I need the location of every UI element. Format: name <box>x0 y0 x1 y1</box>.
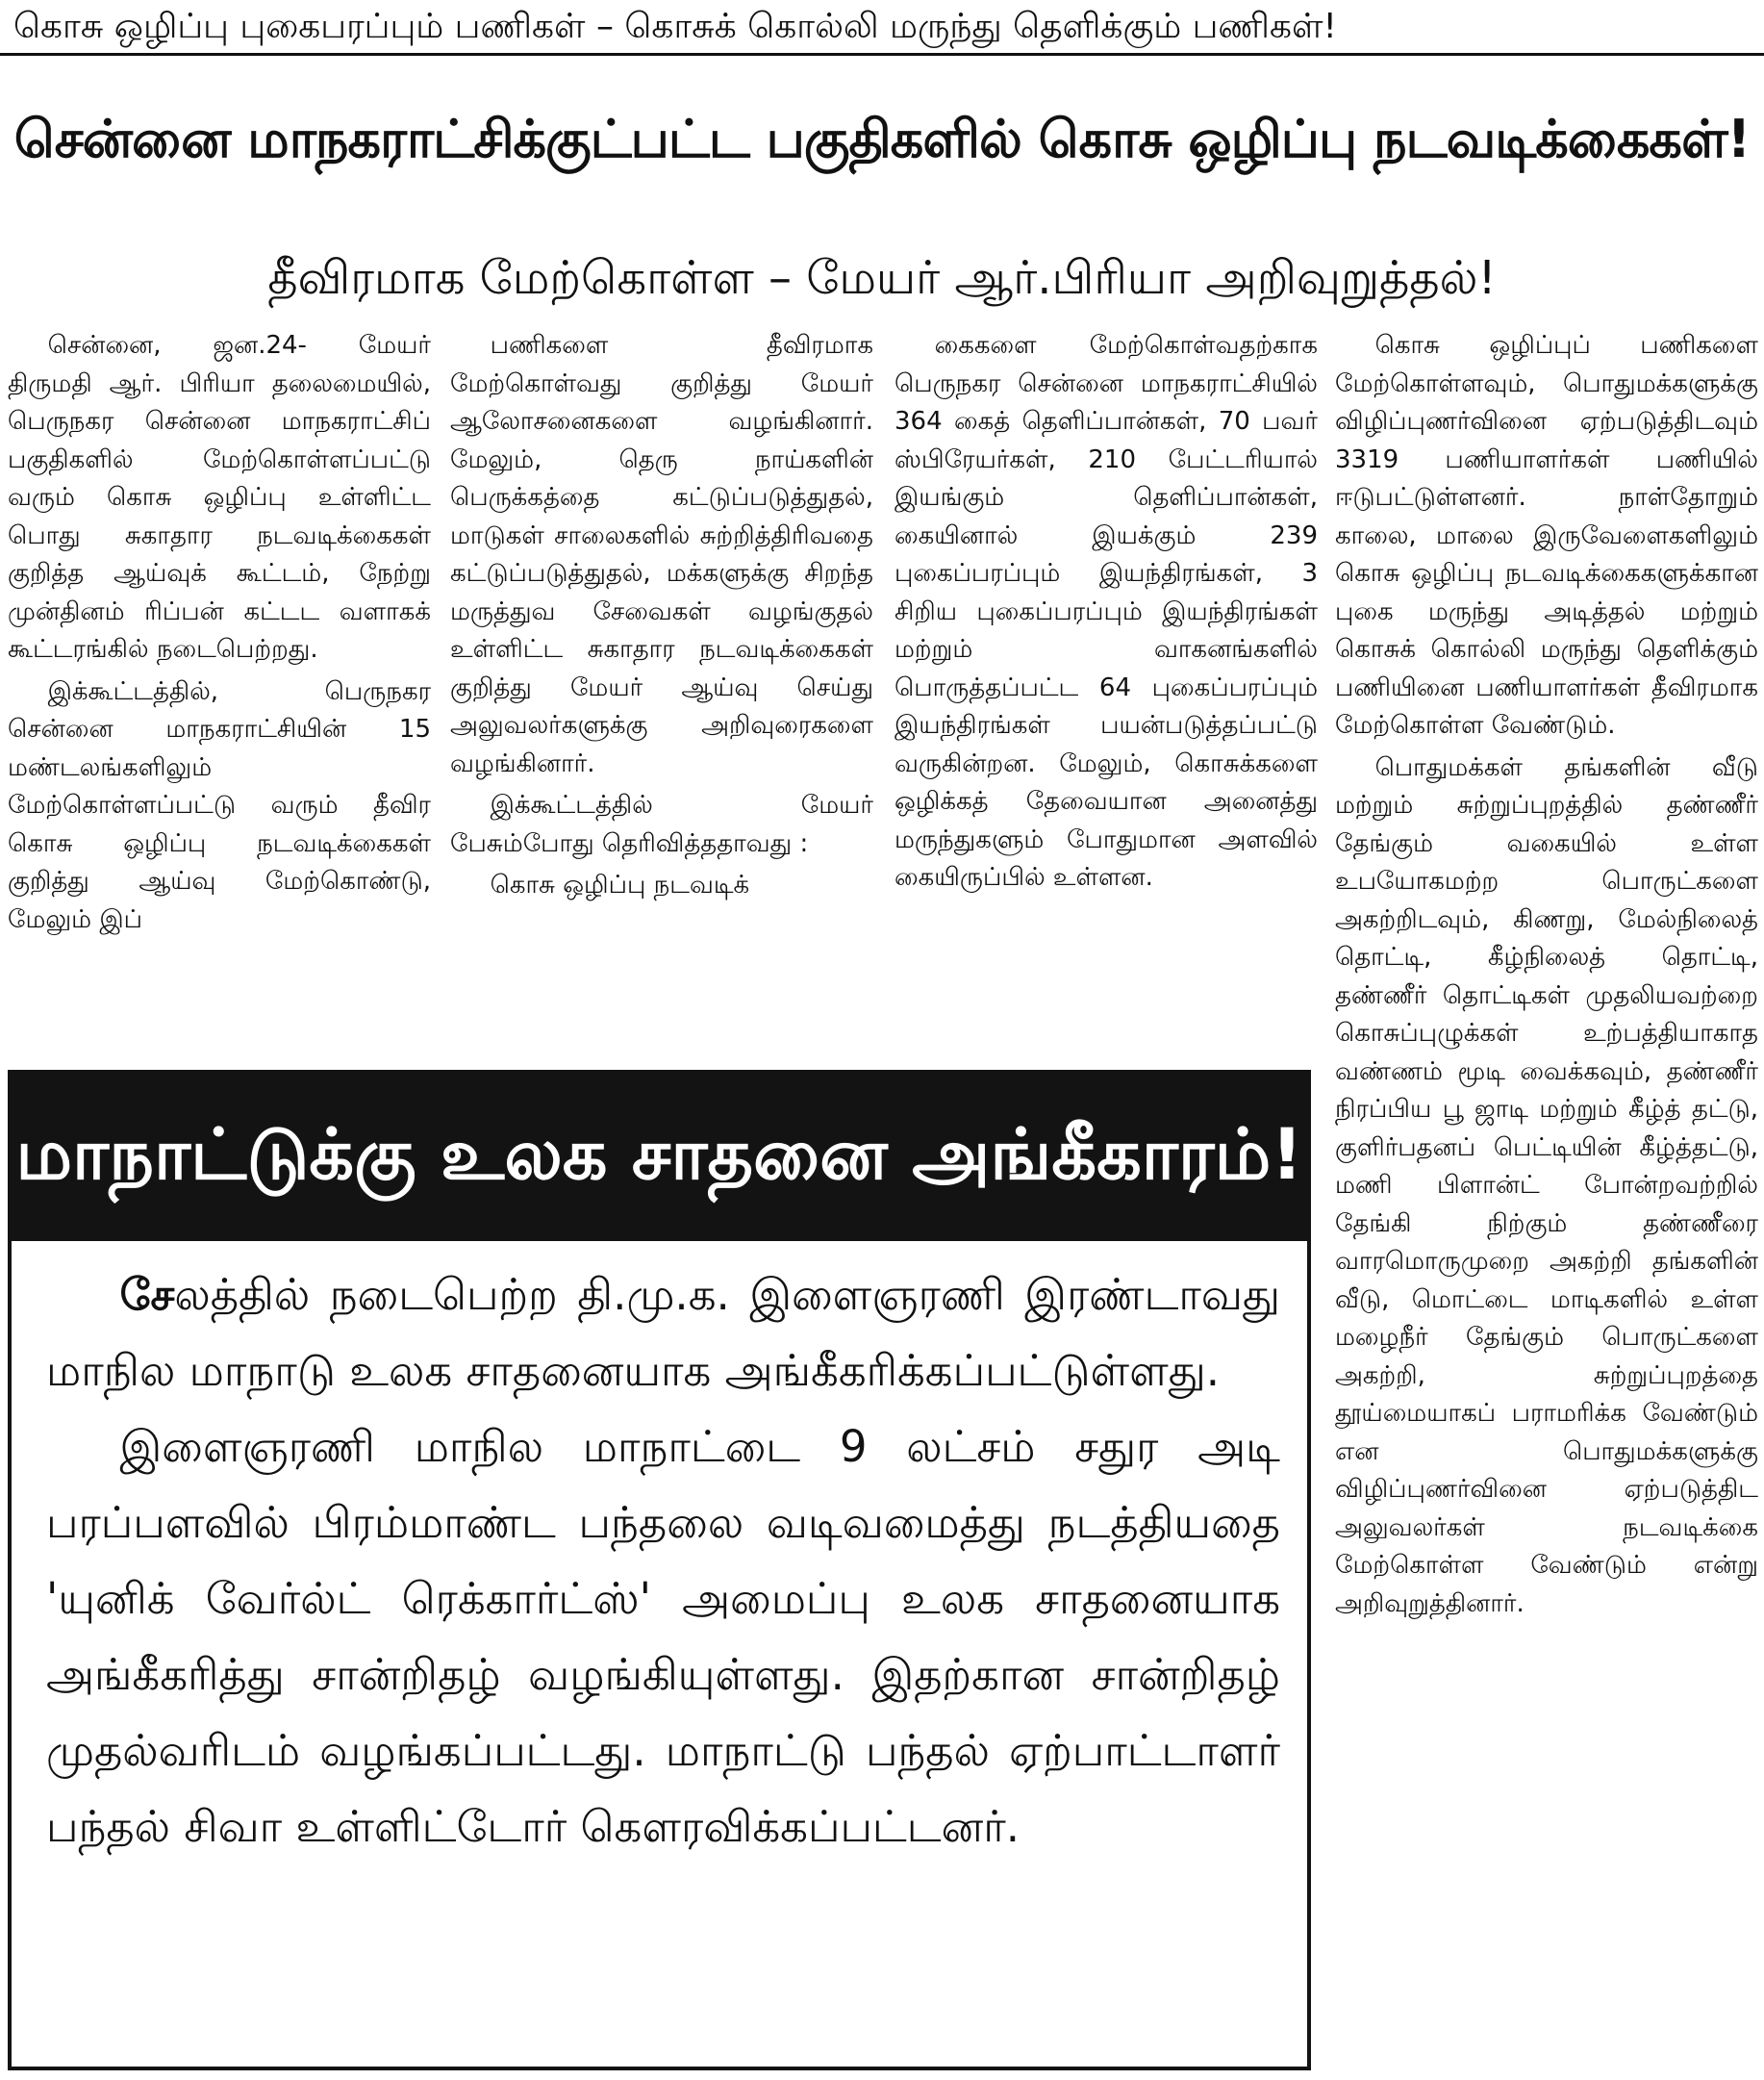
article-paragraph: இக்கூட்டத்தில், பெருநகர சென்னை மாநகராட்சியின் 15 மண்டலங்களிலும் மேற்கொள்ளப்பட்டு வரும் தீவிர கொசு ஒழிப்பு நடவடிக்கைகள் குறித்து ஆய்வு மேற்கொண்டு, மேலும் இப் <box>8 676 431 934</box>
article-column-4 <box>1335 327 1758 2068</box>
article-paragraph: கைகளை மேற்கொள்வதற்காக பெருநகர சென்னை மாநகராட்சியில் 364 கைத் தெளிப்பான்கள், 70 பவர் ஸ்பிரேயர்கள், 210 பேட்டரியால் இயங்கும் தெளிப்பான்கள், கையினால் இயக்கும் 239 புகைப்பரப்பும் இயந்திரங்கள், 3 சிறிய புகைப்பரப்பும் இயந்திரங்கள் மற்றும் வாகனங்களில் பொருத்தப்பட்ட 64 புகைப்பரப்பும் இயந்திரங்கள் பயன்படுத்தப்பட்டு வருகின்றன. மேலும், கொசுக்களை ஒழிக்கத் தேவையான அனைத்து மருந்துகளும் போதுமான அளவில் கையிருப்பில் உள்ளன. <box>895 331 1318 892</box>
article-paragraph: கொசு ஒழிப்பு நடவடிக் <box>490 871 750 900</box>
article-column-2 <box>450 327 873 1068</box>
article-paragraph: சென்னை, ஜன.24- மேயர் திருமதி ஆர். பிரியா தலைமையில், பெருநகர சென்னை மாநகராட்சிப் பகுதிகளில் மேற்கொள்ளப்பட்டு வரும் கொசு ஒழிப்பு உள்ளிட்ட பொது சுகாதார நடவடிக்கைகள் குறித்த ஆய்வுக் கூட்டம், நேற்று முன்தினம் ரிப்பன் கட்டட வளாகக் கூட்டரங்கில் நடைபெற்றது. <box>8 331 431 664</box>
article-paragraph: பொதுமக்கள் தங்களின் வீடு மற்றும் சுற்றுப்புறத்தில் தண்ணீர் தேங்கும் வகையில் உள்ள உபயோகமற்ற பொருட்களை அகற்றிடவும், கிணறு, மேல்நிலைத் தொட்டி, கீழ்நிலைத் தொட்டி, தண்ணீர் தொட்டிகள் முதலியவற்றை கொசுப்புழுக்கள் உற்பத்தியாகாத வண்ணம் மூடி வைக்கவும், தண்ணீர் நிரப்பிய பூ ஜாடி மற்றும் கீழ்த் தட்டு, குளிர்பதனப் பெட்டியின் கீழ்த்தட்டு, மணி பிளான்ட் போன்றவற்றில் தேங்கி நிற்கும் தண்ணீரை வாரமொருமுறை அகற்றி தங்களின் வீடு, மொட்டை மாடிகளில் உள்ள மழைநீர் தேங்கும் பொருட்களை அகற்றி, சுற்றுப்புறத்தை தூய்மையாகப் பராமரிக்க வேண்டும் என பொதுமக்களுக்கு விழிப்புணர்வினை ஏற்படுத்திட அலுவலர்கள் நடவடிக்கை மேற்கொள்ள வேண்டும் என்று அறிவுறுத்தினார். <box>1335 752 1758 1618</box>
kicker-line: கொசு ஒழிப்பு புகைபரப்பும் பணிகள் – கொசுக் கொல்லி மருந்து தெளிக்கும் பணிகள்! <box>0 0 1764 56</box>
article-paragraph: பணிகளை தீவிரமாக மேற்கொள்வது குறித்து மேயர் ஆலோசனைகளை வழங்கினார். மேலும், தெரு நாய்களின் பெருக்கத்தை கட்டுப்படுத்துதல், மாடுகள் சாலைகளில் சுற்றித்திரிவதை கட்டுப்படுத்துதல், மக்களுக்கு சிறந்த மருத்துவ சேவைகள் வழங்குதல் உள்ளிட்ட சுகாதார நடவடிக்கைகள் குறித்து மேயர் ஆய்வு செய்து அலுவலர்களுக்கு அறிவுரைகளை வழங்கினார். <box>450 331 873 778</box>
box-paragraph-2: இளைஞரணி மாநில மாநாட்டை 9 லட்சம் சதுர அடி பரப்பளவில் பிரம்மாண்ட பந்தலை வடிவமைத்து நடத்தியதை 'யுனிக் வேர்ல்ட் ரெக்கார்ட்ஸ்' அமைப்பு உலக சாதனையாக அங்கீகரித்து சான்றிதழ் வழங்கியுள்ளது. இதற்கான சான்றிதழ் முதல்வரிடம் வழங்கப்பட்டது. மாநாட்டு பந்தல் ஏற்பாட்டாளர் பந்தல் சிவா உள்ளிட்டோர் கௌரவிக்கப்பட்டனர். <box>46 1421 1280 1852</box>
article-column-3 <box>895 327 1318 1068</box>
box-paragraph-1 <box>46 1256 1280 1408</box>
headline: சென்னை மாநகராட்சிக்குட்பட்ட பகுதிகளில் கொசு ஒழிப்பு நடவடிக்கைகள்! <box>13 109 1751 169</box>
article-paragraph: இக்கூட்டத்தில் மேயர் பேசும்போது தெரிவித்ததாவது : <box>450 791 873 858</box>
article-paragraph: கொசு ஒழிப்புப் பணிகளை மேற்கொள்ளவும், பொதுமக்களுக்கு விழிப்புணர்வினை ஏற்படுத்திடவும் 3319 பணியாளர்கள் பணியில் ஈடுபட்டுள்ளனர். நாள்தோறும் காலை, மாலை இருவேளைகளிலும் கொசு ஒழிப்பு நடவடிக்கைகளுக்கான புகை மருந்து அடித்தல் மற்றும் கொசுக் கொல்லி மருந்து தெளிக்கும் பணியினை பணியாளர்கள் தீவிரமாக மேற்கொள்ள வேண்டும். <box>1335 331 1758 740</box>
dropcap: சே <box>119 1269 175 1320</box>
box-title: மாநாட்டுக்கு உலக சாதனை அங்கீகாரம்! <box>8 1070 1311 1241</box>
article-column-1 <box>8 327 431 1068</box>
subheadline: தீவிரமாக மேற்கொள்ள – மேயர் ஆர்.பிரியா அறிவுறுத்தல்! <box>267 251 1497 305</box>
box-paragraph-1-text: லத்தில் நடைபெற்ற தி.மு.க. இளைஞரணி இரண்டாவது மாநில மாநாடு உலக சாதனையாக அங்கீகரிக்கப்பட்டுள்ளது. <box>46 1269 1280 1396</box>
box-body <box>8 1241 1311 2070</box>
